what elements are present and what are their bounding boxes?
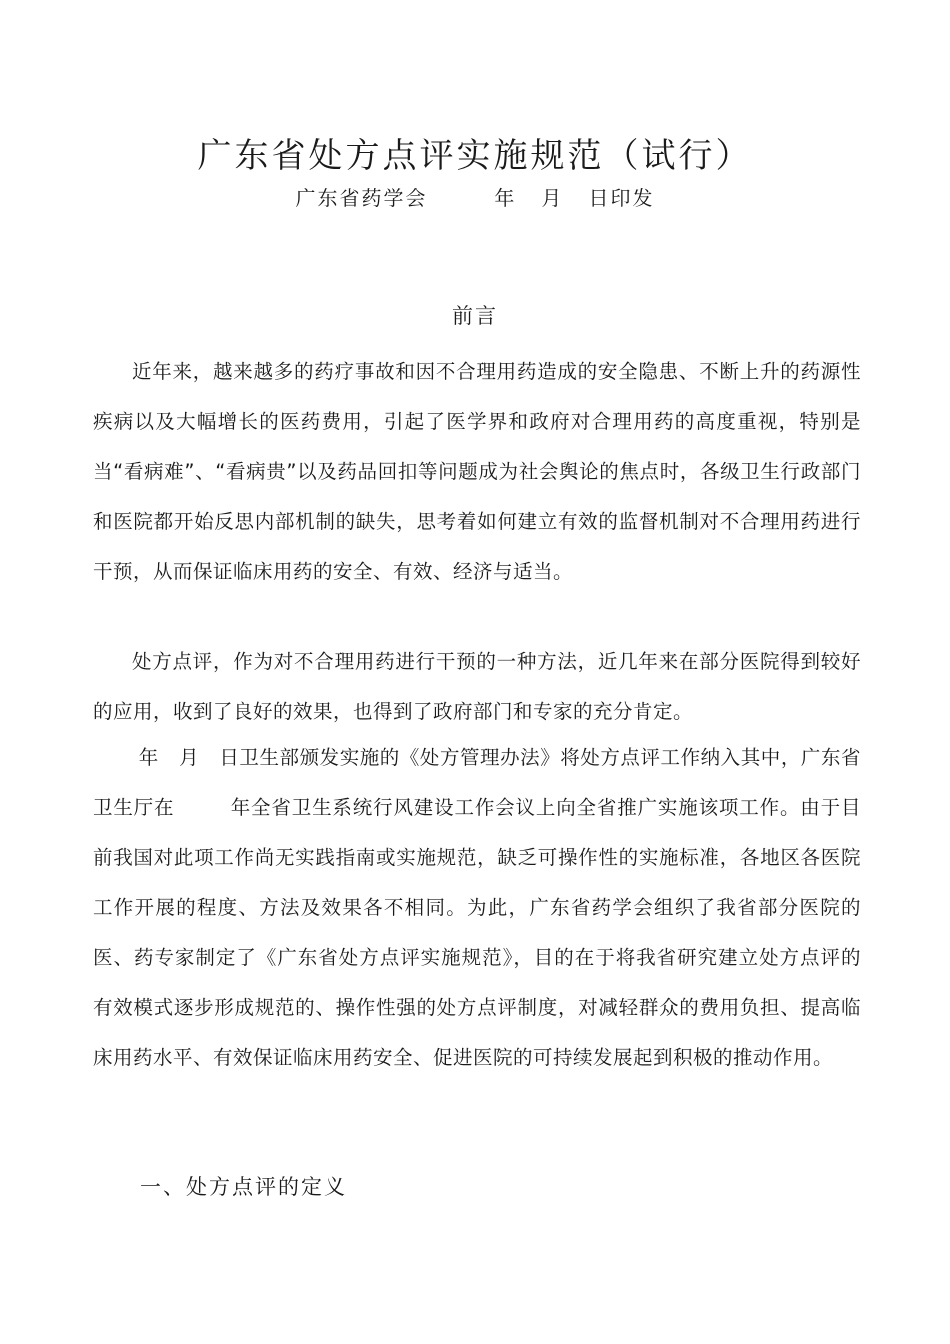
preface-heading: 前言 <box>452 304 498 328</box>
paragraph: 近年来，越来越多的药疗事故和因不合理用药造成的安全隐患、不断上升的药源性疾病以及大幅增长的医药费用，引起了医学界和政府对合理用药的高度重视，特别是当“看病难”、“看病贵”以及药品回扣等问题成为社会舆论的焦点时，各级卫生行政部门和医院都开始反思内部机制的缺失，思考着如何建立有效的监督机制对不合理用药进行干预，从而保证临床用药的安全、有效、经济与适当。 <box>93 360 861 583</box>
paragraph: 处方点评，作为对不合理用药进行干预的一种方法，近几年来在部分医院得到较好的应用，收到了良好的效果，也得到了政府部门和专家的充分肯定。 <box>93 650 861 723</box>
document-title: 广东省处方点评实施规范（试行） <box>197 135 753 176</box>
document-subtitle: 广东省药学会 年 月 日印发 <box>295 186 655 210</box>
paragraph: 年 月 日卫生部颁发实施的《处方管理办法》将处方点评工作纳入其中，广东省卫生厅在 年全省卫生系统行风建设工作会议上向全省推广实施该项工作。由于目前我国对此项工作尚无实践指南或实施规范，缺乏可操作性的实施标准，各地区各医院工作开展的程度、方法及效果各不相同。为此，广东省药学会组织了我省部分医院的医、药专家制定了《广东省处方点评实施规范》，目的在于将我省研究建立处方点评的有效模式逐步形成规范的、操作性强的处方点评制度，对减轻群众的费用负担、提高临床用药水平、有效保证临床用药安全、促进医院的可持续发展起到积极的推动作用。 <box>93 746 861 1069</box>
section-heading: 一、处方点评的定义 <box>140 1175 347 1199</box>
